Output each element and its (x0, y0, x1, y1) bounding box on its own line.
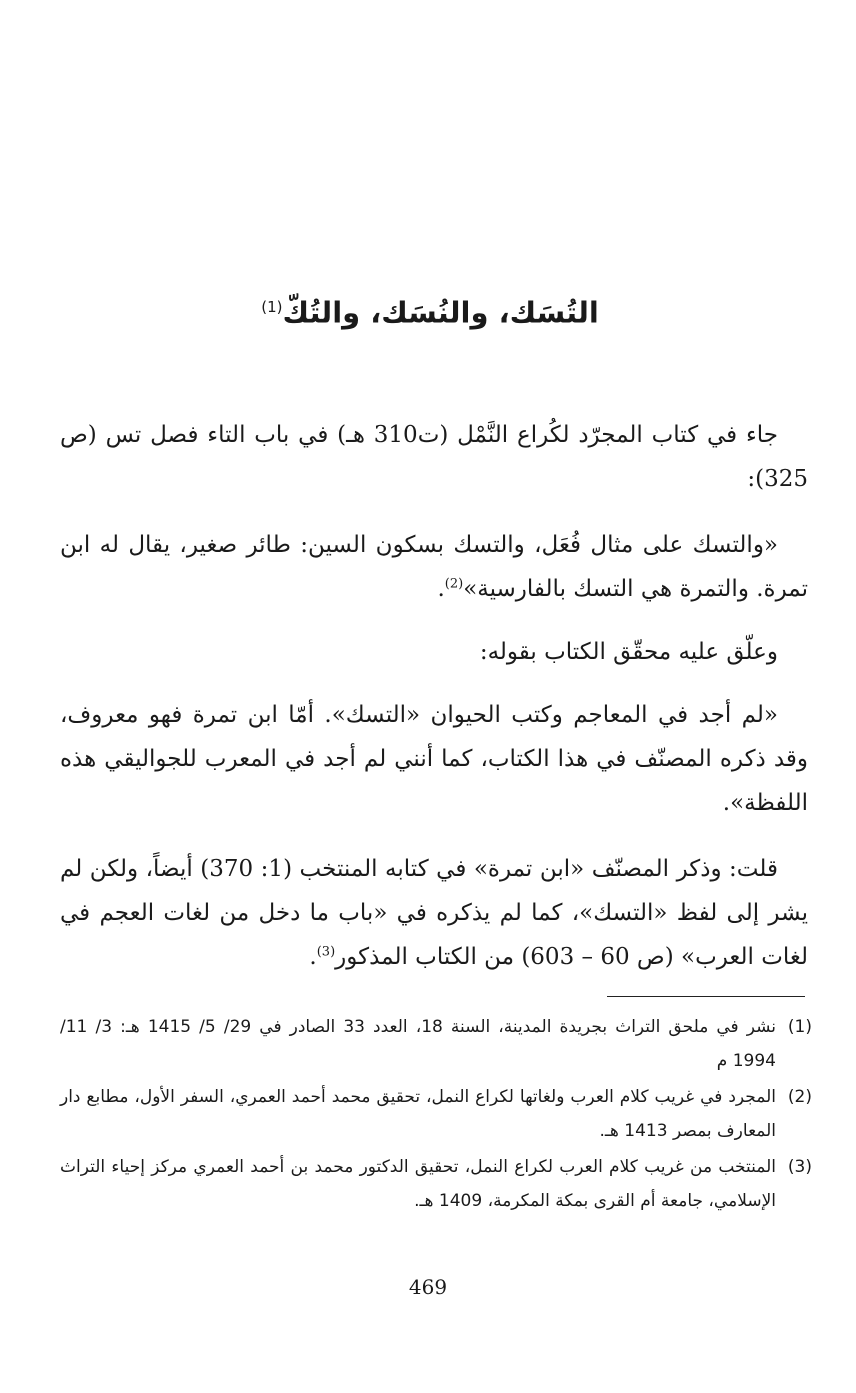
paragraph-quote-mujarrad (60, 523, 808, 611)
footnote-item (60, 1010, 812, 1078)
title-text: التُسَك، والنُسَك، والتُكّ (282, 295, 599, 330)
page-title (60, 282, 800, 338)
footnote-text: المنتخب من غريب كلام العرب لكراع النمل، تحقيق الدكتور محمد بن أحمد العمري مركز إحياء التراث الإسلامي، جامعة أم القرى بمكة المكرمة، 1409 هـ. (60, 1157, 776, 1211)
footnote-item (60, 1150, 812, 1218)
paragraph-author-note (60, 847, 808, 979)
footnote-number: (1) (787, 1017, 812, 1037)
footnote-text: نشر في ملحق التراث بجريدة المدينة، السنة 18، العدد 33 الصادر في 29/ 5/ 1415 هـ: 3/ 11/ 1994 م (60, 1017, 777, 1071)
footnote-item (60, 1080, 812, 1148)
paragraph-intro-text: جاء في كتاب المجرّد لكُراع النَّمْل (ت310 هـ) في باب التاء فصل تس (ص 325): (60, 422, 808, 492)
paragraph-intro (60, 413, 808, 501)
footnote-separator (607, 996, 805, 997)
paragraph-editor-comment-intro (60, 630, 808, 674)
page-number: 469 (408, 1275, 448, 1299)
paragraph-editor-quote (60, 693, 808, 825)
paragraph-quote-mujarrad-end: . (437, 576, 445, 602)
footnote-number: (2) (787, 1087, 812, 1107)
paragraph-quote-mujarrad-text: «والتسك على مثال فُعَل، والتسك بسكون السين: طائر صغير، يقال له ابن تمرة. والتمرة هي التسك بالفارسية» (60, 532, 808, 602)
footnote-number: (3) (787, 1157, 812, 1177)
footnote-ref-3: (3) (316, 944, 336, 960)
title-footnote-ref: (1) (261, 298, 283, 316)
paragraph-editor-comment-intro-text: وعلّق عليه محقّق الكتاب بقوله: (479, 639, 778, 665)
paragraph-author-note-end: . (309, 944, 317, 970)
footnote-ref-2: (2) (444, 576, 464, 592)
footnotes (60, 1010, 812, 1220)
footnote-text: المجرد في غريب كلام العرب ولغاتها لكراع النمل، تحقيق محمد أحمد العمري، السفر الأول، مطابع دار المعارف بمصر 1413 هـ. (60, 1087, 776, 1141)
paragraph-editor-quote-text: «لم أجد في المعاجم وكتب الحيوان «التسك». أمّا ابن تمرة فهو معروف، وقد ذكره المصنّف في هذا الكتاب، كما أنني لم أجد في المعرب للجواليقي هذه اللفظة». (60, 702, 808, 816)
paragraph-author-note-text: قلت: وذكر المصنّف «ابن تمرة» في كتابه المنتخب (1: 370) أيضاً، ولكن لم يشر إلى لفظ «التسك»، كما لم يذكره في «باب ما دخل من لغات العجم في لغات العرب» (ص 60 – 603) من الكتاب المذكور (60, 856, 808, 970)
